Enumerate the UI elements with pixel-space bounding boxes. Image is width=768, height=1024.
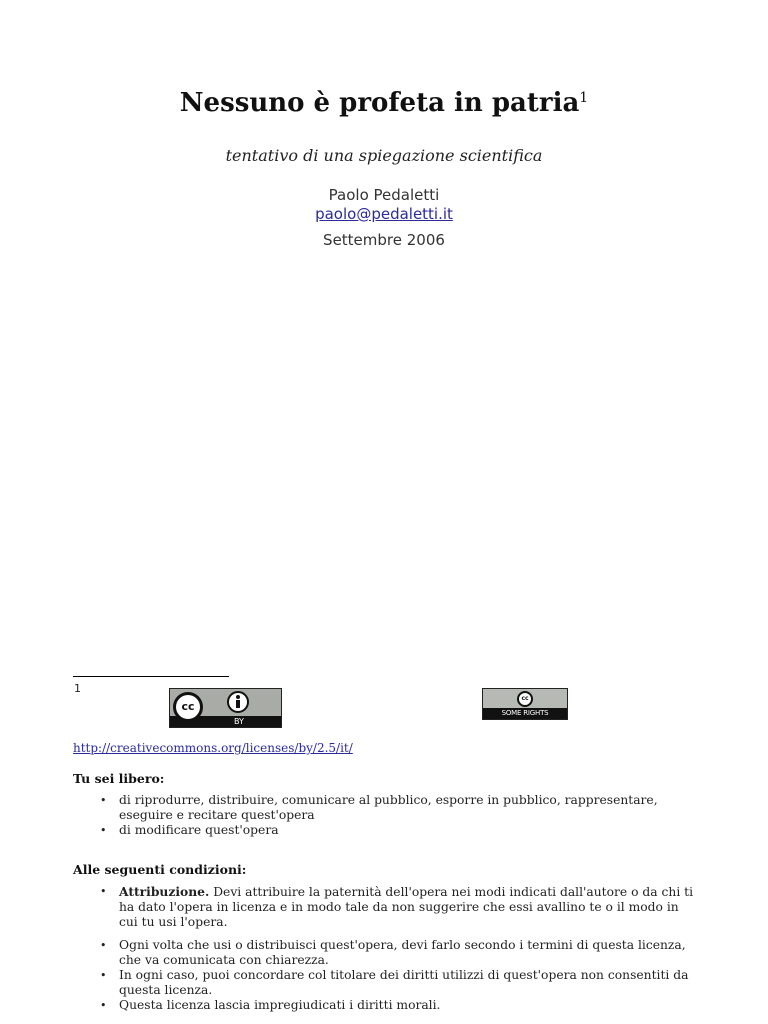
title-footnote-mark[interactable]: 1 (579, 90, 589, 106)
list-item: • di modificare quest'opera (100, 823, 700, 838)
author-name: Paolo Pedaletti (328, 186, 440, 204)
freedoms-heading: Tu sei libero: (73, 771, 165, 786)
cc-logo-icon-small: cc (517, 691, 533, 707)
list-item: • In ogni caso, puoi concordare col titolare dei diritti utilizzi di quest'opera non consentiti da questa licenza. (100, 968, 700, 998)
conditions-heading: Alle seguenti condizioni: (73, 862, 247, 877)
freedoms-list (100, 793, 700, 838)
publication-date: Settembre 2006 (323, 231, 445, 249)
subtitle: tentativo di una spiegazione scientifica (225, 146, 543, 165)
list-item: • Attribuzione. Devi attribuire la paternità dell'opera nei modi indicati dall'autore o da chi ti ha dato l'opera in licenza e in modo tale da non suggerire che essi avallino te o il modo in cui tu usi l'opera. (100, 884, 700, 930)
some-rights-reserved-label: SOME RIGHTS RESERVED (483, 708, 567, 719)
footnote-number: 1 (74, 682, 81, 695)
email-link[interactable]: paolo@pedaletti.it (315, 205, 453, 223)
footnote-divider (73, 676, 229, 677)
list-item: • Questa licenza lascia impregiudicati i diritti morali. (100, 998, 700, 1013)
cc-by-badge (169, 688, 282, 728)
conditions-list (100, 884, 700, 1013)
list-item: • di riprodurre, distribuire, comunicare al pubblico, esporre in pubblico, rappresentare, eseguire e recitare quest'opera (100, 793, 700, 823)
attribution-icon (227, 691, 249, 713)
page-title: Nessuno è profeta in patria$^1$ (179, 88, 589, 118)
by-label: BY (234, 717, 244, 726)
author-email (0, 205, 768, 223)
license-link[interactable]: http://creativecommons.org/licenses/by/2.5/it/ (73, 741, 353, 755)
condition-label: Attribuzione. (119, 884, 210, 899)
cc-logo-icon: cc (173, 692, 203, 722)
license-url (73, 741, 353, 755)
list-item: • Ogni volta che usi o distribuisci quest'opera, devi farlo secondo i termini di questa licenza, che va comunicata con chiarezza. (100, 938, 700, 968)
some-rights-reserved-badge (482, 688, 568, 728)
